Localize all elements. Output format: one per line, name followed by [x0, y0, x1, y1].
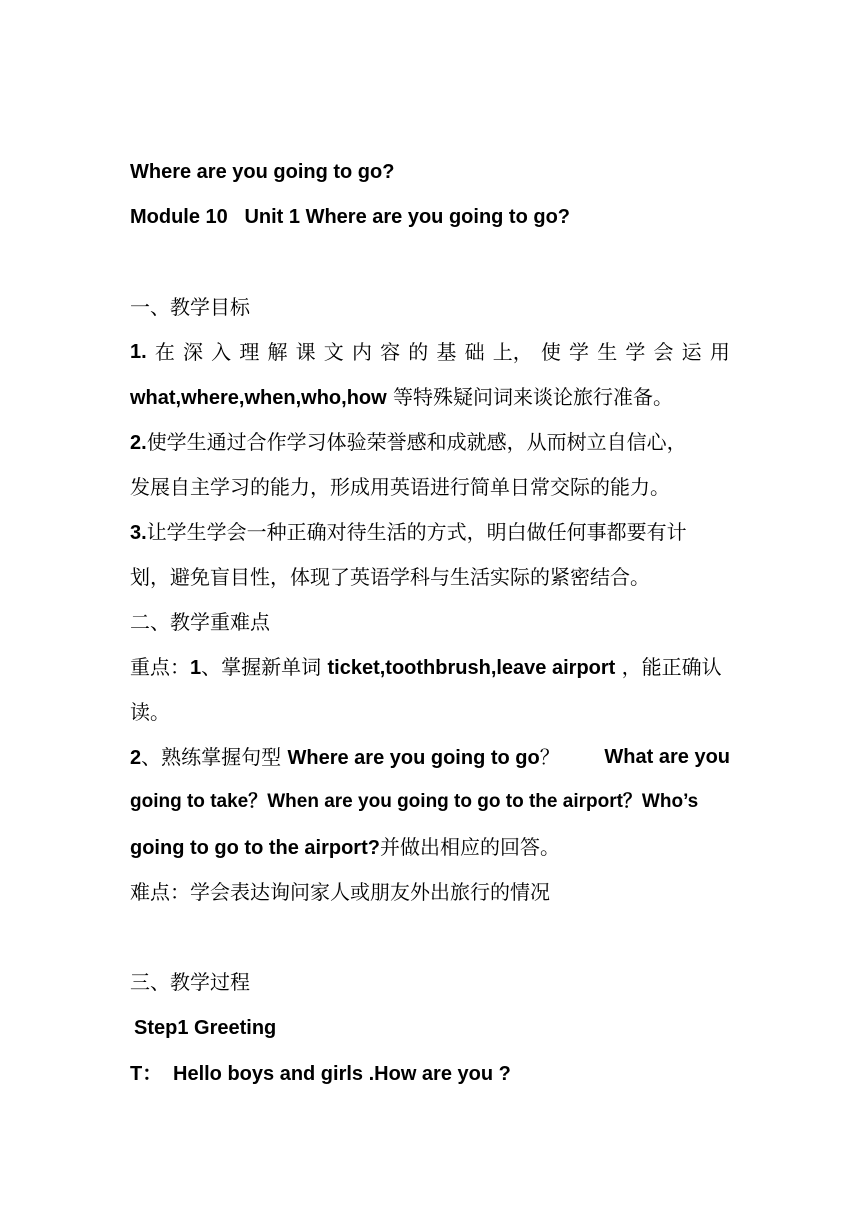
objective-1-char: 深 — [183, 340, 203, 364]
objective-1-char: 运 — [681, 340, 702, 364]
objective-2-number: 2. — [130, 432, 147, 454]
objective-2-line-1-text: 使学生通过合作学习体验荣誉感和成就感，从而树立自信心， — [146, 430, 687, 454]
objective-1-line-2-text: 等特殊疑问词来谈论旅行准备。 — [386, 385, 674, 409]
section3-heading: 三、教学过程 — [130, 970, 250, 994]
key-point-2-line-3 — [130, 834, 730, 861]
key-point-2-text: 、熟练掌握句型 — [141, 745, 288, 769]
key-point-2-number: 2 — [130, 747, 142, 769]
objective-1-char: 课 — [295, 340, 316, 364]
objective-1-char: 内 — [351, 340, 372, 364]
objective-1-char: 基 — [436, 340, 457, 364]
objective-1-char: 上， — [492, 340, 533, 364]
objective-1-char: 容 — [380, 340, 401, 364]
key-point-2-line-2: going to take？When are you going to go to the airport？Who’s — [130, 791, 699, 812]
objective-1-char: 使 — [540, 340, 561, 364]
document-title: Where are you going to go? — [130, 161, 395, 183]
teacher-label: T： — [130, 1063, 163, 1085]
sentence-pattern-2-start: What are you — [604, 746, 730, 768]
question-mark: ？ — [539, 745, 560, 769]
objective-2-line-1 — [130, 429, 730, 456]
key-point-prefix: 重点： — [130, 655, 190, 679]
objective-1-char: 用 — [709, 340, 730, 364]
difficulty-point: 难点：学会表达询问家人或朋友外出旅行的情况 — [130, 880, 550, 904]
step1-heading: Step1 Greeting — [134, 1017, 277, 1039]
document-subtitle: Module 10 Unit 1 Where are you going to go? — [130, 206, 571, 228]
objective-1-char: 在 — [154, 340, 175, 364]
objective-1-line-1 — [130, 339, 730, 365]
objective-2-line-2: 发展自主学习的能力，形成用英语进行简单日常交际的能力。 — [130, 475, 670, 499]
objective-3-line-1-text: 让学生学会一种正确对待生活的方式，明白做任何事都要有计 — [146, 520, 687, 544]
objective-3-line-2: 划，避免盲目性，体现了英语学科与生活实际的紧密结合。 — [130, 565, 650, 589]
sentence-pattern-last: going to go to the airport? — [130, 837, 380, 859]
objective-1-char: 础 — [464, 340, 485, 364]
key-point-1-suffix: ，能正确认 — [615, 655, 722, 679]
objective-1-char: 的 — [408, 340, 429, 364]
objective-1-char: 理 — [239, 340, 260, 364]
objective-1-char: 文 — [323, 340, 344, 364]
objective-1-char: 解 — [267, 340, 288, 364]
objective-1-char: 会 — [653, 340, 674, 364]
teacher-greeting: Hello boys and girls .How are you ? — [173, 1063, 511, 1085]
key-point-1-number: 1 — [190, 657, 202, 679]
objective-1-char: 学 — [625, 340, 646, 364]
teacher-line — [130, 1060, 730, 1087]
objective-1-char: 入 — [211, 340, 232, 364]
section1-heading: 一、教学目标 — [130, 295, 250, 319]
key-point-1-line-2: 读。 — [130, 700, 170, 724]
key-point-2-line-1 — [130, 744, 730, 771]
sentence-pattern-1: Where are you going to go — [287, 747, 540, 769]
section2-heading: 二、教学重难点 — [130, 610, 270, 634]
new-words: ticket,toothbrush,leave airport — [327, 657, 616, 679]
key-point-1-line-1 — [130, 654, 730, 681]
key-point-2-line-3-text: 并做出相应的回答。 — [379, 835, 560, 859]
question-words: what,where,when,who,how — [130, 387, 387, 409]
objective-3-line-1 — [130, 519, 730, 546]
objective-1-char: 学 — [569, 340, 590, 364]
objective-3-number: 3. — [130, 522, 147, 544]
objective-1-number: 1. — [130, 341, 147, 363]
objective-1-line-2 — [130, 384, 730, 411]
objective-1-char: 生 — [597, 340, 618, 364]
key-point-1-text: 、掌握新单词 — [201, 655, 328, 679]
